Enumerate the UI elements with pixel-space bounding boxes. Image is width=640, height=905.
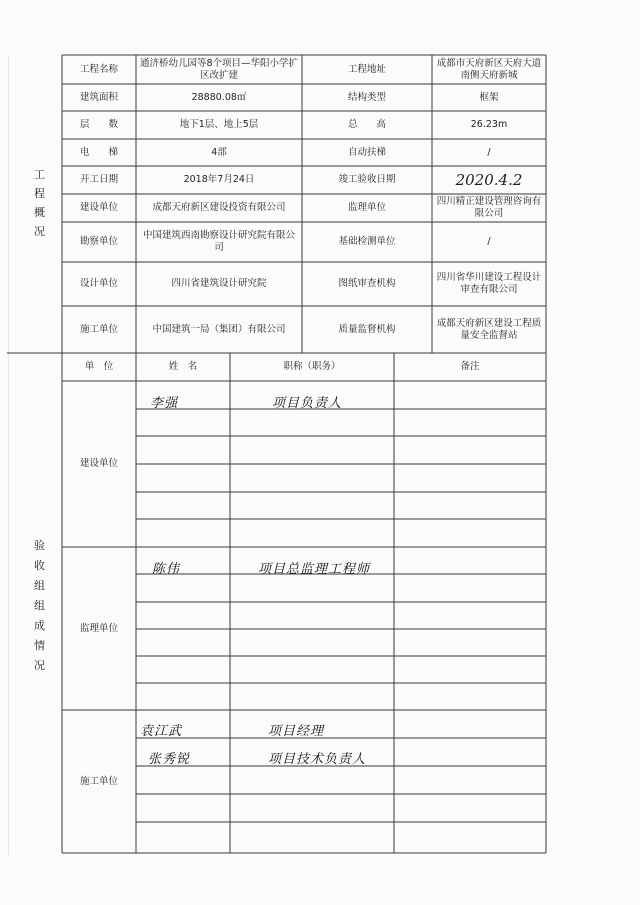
section-char: 收 [34,559,45,572]
member-title-handwritten: 项目总监理工程师 [258,562,371,577]
label-drawing-review: 图纸审查机构 [338,278,396,289]
section-char: 验 [34,539,45,552]
value-project-name: 通济桥幼儿园等8个项目—华阳小学扩区改扩建 [139,57,299,81]
value-supervisor: 四川精正建设管理咨询有限公司 [436,196,542,219]
team-unit-supervisor: 监理单位 [79,622,118,634]
label-developer: 建设单位 [79,202,118,213]
value-survey-unit: 中国建筑西南勘察设计研究院有限公司 [142,230,295,253]
member-title-handwritten: 项目技术负责人 [268,752,367,767]
section-char: 况 [34,659,45,672]
value-design-unit: 四川省建筑设计研究院 [171,278,267,289]
member-title-handwritten: 项目负责人 [272,396,343,411]
section-label-acceptance-team [34,536,45,676]
label-floors: 层 数 [79,119,118,130]
label-acceptance-date: 竣工验收日期 [338,174,396,185]
value-quality-supervision: 成都天府新区建设工程质量安全监督站 [436,317,542,341]
header-title: 职称（职务） [283,361,341,372]
label-total-height: 总 高 [347,119,386,130]
section-char: 成 [34,619,45,632]
label-quality-supervision: 质量监督机构 [338,323,396,335]
value-floor-area: 28880.08㎡ [191,91,247,103]
value-project-address: 成都市天府新区天府大道南侧天府新城 [436,57,542,81]
label-construction-unit: 施工单位 [79,323,118,335]
section-char: 情 [34,639,45,652]
label-floor-area: 建筑面积 [79,91,118,103]
label-escalators: 自动扶梯 [347,146,386,158]
section-char: 组 [34,599,45,612]
value-total-height: 26.23m [470,119,508,130]
label-project-name: 工程名称 [79,63,118,75]
header-name: 姓 名 [168,361,198,372]
label-start-date: 开工日期 [79,174,118,185]
member-name-handwritten: 张秀锐 [148,752,191,767]
value-escalators: / [487,146,491,158]
header-remark: 备注 [460,361,480,372]
value-acceptance-date-handwritten: 2020.4.2 [455,171,523,189]
value-floors: 地下1层、地上5层 [179,119,259,130]
value-construction-unit: 中国建筑一局（集团）有限公司 [152,323,286,335]
member-name-handwritten: 陈伟 [152,562,181,577]
section-char: 组 [34,579,45,592]
label-design-unit: 设计单位 [79,278,118,289]
section-char: 程 [34,187,45,200]
member-title-handwritten: 项目经理 [268,724,325,739]
label-project-address: 工程地址 [347,63,386,75]
label-foundation-testing: 基础检测单位 [338,236,396,247]
label-supervisor: 监理单位 [347,202,386,213]
member-name-handwritten: 袁江武 [140,724,183,739]
label-structure-type: 结构类型 [347,91,386,103]
value-drawing-review: 四川省华川建设工程设计审查有限公司 [436,272,542,295]
label-survey-unit: 勘察单位 [79,236,118,247]
value-structure-type: 框架 [479,91,499,103]
section-char: 概 [34,206,45,219]
value-developer: 成都天府新区建设投资有限公司 [152,202,286,213]
value-elevators: 4部 [211,146,227,158]
label-elevators: 电 梯 [79,146,118,158]
header-unit: 单 位 [84,361,114,372]
value-foundation-testing: / [487,236,491,247]
section-label-overview [34,165,45,241]
member-name-handwritten: 李强 [150,396,179,411]
value-start-date: 2018年7月24日 [183,174,255,185]
team-unit-developer: 建设单位 [79,458,118,469]
section-char: 工 [34,168,45,181]
section-char: 况 [34,225,45,238]
team-unit-contractor: 施工单位 [79,775,118,787]
